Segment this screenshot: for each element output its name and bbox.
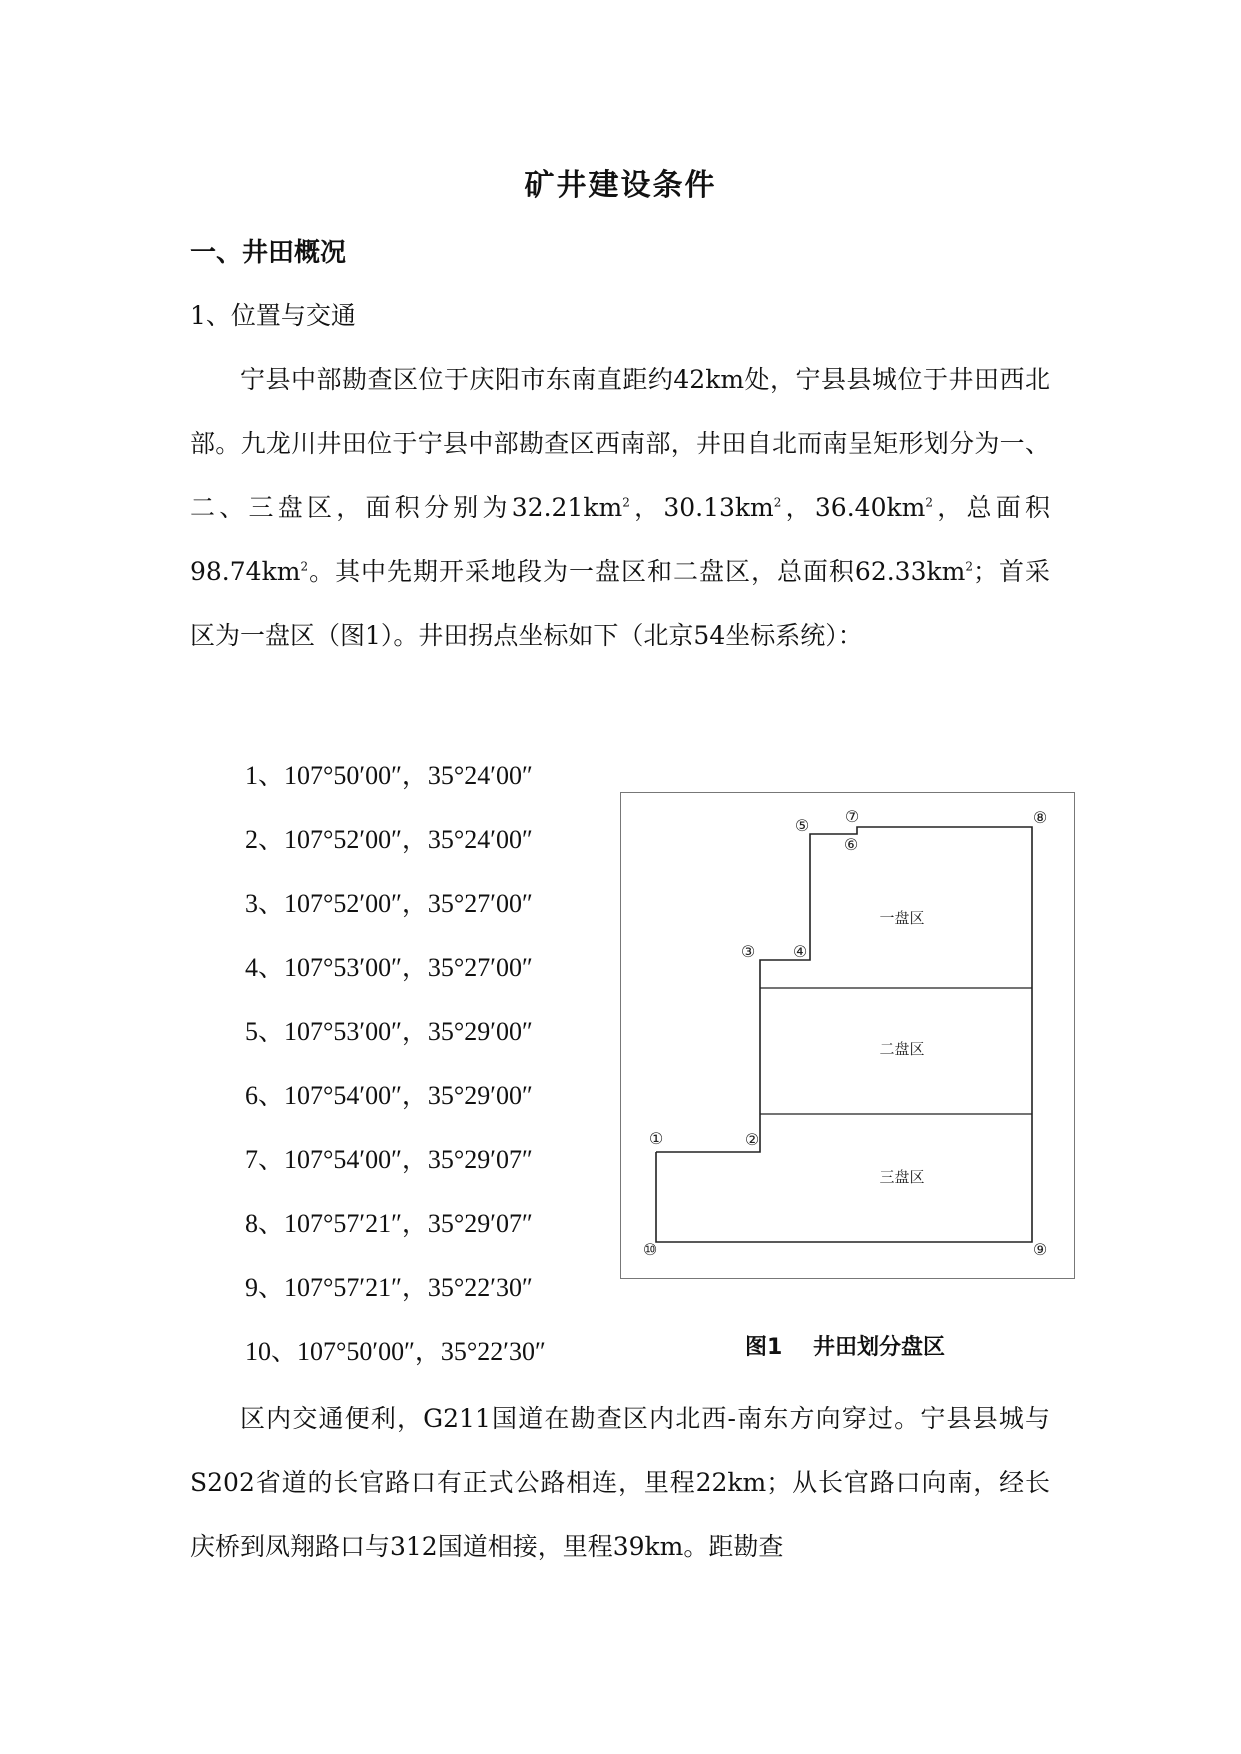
point-label-8: ⑧	[1032, 808, 1048, 827]
coordinate-item: 3、107°52′00″，35°27′00″	[245, 889, 533, 918]
coordinate-item: 7、107°54′00″，35°29′07″	[245, 1145, 533, 1174]
subsection-heading: 1、位置与交通	[190, 301, 356, 330]
coordinate-list	[245, 744, 546, 1384]
coordinate-item: 5、107°53′00″，35°29′00″	[245, 1017, 533, 1046]
point-label-6: ⑥	[843, 835, 859, 854]
section-heading: 一、井田概况	[190, 238, 347, 268]
coordinate-item: 1、107°50′00″，35°24′00″	[245, 761, 533, 790]
coordinate-item: 2、107°52′00″，35°24′00″	[245, 825, 533, 854]
coordinate-item: 10、107°50′00″，35°22′30″	[245, 1337, 546, 1366]
figure-frame	[621, 793, 1075, 1279]
panel-division-diagram	[620, 792, 1075, 1279]
point-label-7: ⑦	[844, 807, 860, 826]
figure-mine-field-panels	[620, 792, 1075, 1279]
point-label-9: ⑨	[1032, 1240, 1048, 1259]
coordinate-item: 8、107°57′21″，35°29′07″	[245, 1209, 533, 1238]
point-label-10: ⑩	[642, 1240, 658, 1259]
boundary-outline	[656, 827, 1032, 1242]
coordinate-item: 6、107°54′00″，35°29′00″	[245, 1081, 533, 1110]
point-label-4: ④	[792, 942, 808, 961]
coordinate-item: 4、107°53′00″，35°27′00″	[245, 953, 533, 982]
point-label-5: ⑤	[794, 816, 810, 835]
point-label-2: ②	[744, 1130, 760, 1149]
zone-label-1: 一盘区	[879, 909, 925, 927]
point-label-1: ①	[648, 1129, 664, 1148]
paragraph-location: 宁县中部勘查区位于庆阳市东南直距约42km处，宁县县城位于井田西北部。九龙川井田位于宁县中部勘查区西南部，井田自北而南呈矩形划分为一、二、三盘区，面积分别为$32.21km^2$，$30.13km^2$，$36.40km^2$，总面积$98.74km^2$。其中先期开采地段为一盘区和二盘区，总面积$62.33km^2$；首采区为一盘区（图1）。井田拐点坐标如下（北京54坐标系统）：	[190, 365, 1050, 650]
coordinate-item: 9、107°57′21″，35°22′30″	[245, 1273, 533, 1302]
paragraph-transport: 区内交通便利，G211国道在勘查区内北西-南东方向穿过。宁县县城与S202省道的长官路口有正式公路相连，里程22km；从长官路口向南，经长庆桥到凤翔路口与312国道相接，里程39km。距勘查	[190, 1404, 1050, 1561]
figure-caption: 图1 井田划分盘区	[745, 1335, 945, 1360]
page-title: 矿井建设条件	[524, 168, 717, 203]
point-label-3: ③	[740, 942, 756, 961]
zone-label-3: 三盘区	[879, 1168, 925, 1186]
zone-label-2: 二盘区	[879, 1040, 925, 1058]
